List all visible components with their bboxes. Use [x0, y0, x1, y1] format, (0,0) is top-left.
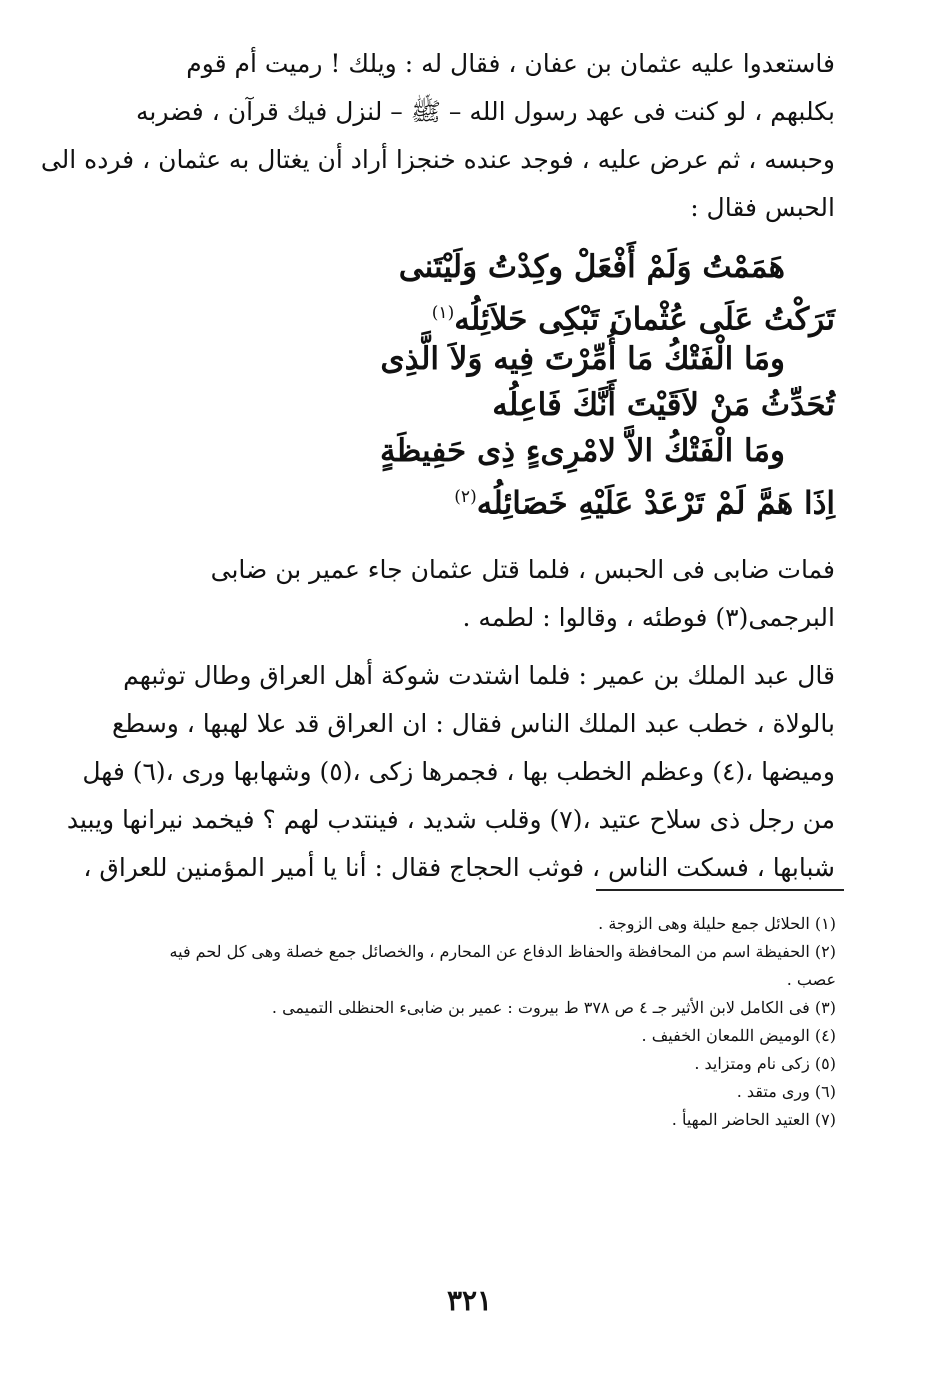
paragraph-3: [66, 652, 835, 892]
footnote: (٢) الحفيظة اسم من المحافظة والحفاظ الدفاع عن المحارم ، والخصائل جمع خصلة وهى كل لحم فيه: [169, 942, 836, 961]
paragraph-1: [40, 40, 835, 232]
paragraph-line: البرجمى(٣) فوطئه ، وقالوا : لطمه .: [462, 603, 835, 632]
footnote: (٣) فى الكامل لابن الأثير جـ ٤ ص ٣٧٨ ط بيروت : عمير بن ضابىء الحنظلى التميمى .: [271, 998, 836, 1017]
footnote: (٧) العتيد الحاضر المهيأ .: [671, 1110, 836, 1129]
verse-text: اِذَا هَمَّ لَمْ تَرْعَدْ عَلَيْهِ خَصَائِلُه: [476, 485, 835, 522]
footnote-ref: (٢): [454, 487, 477, 507]
paragraph-line: الحبس فقال :: [690, 193, 835, 222]
poem-verse: [195, 474, 835, 526]
footnote-ref: (١): [431, 303, 455, 323]
poem-verse: [195, 382, 835, 428]
poem-verse: [145, 428, 785, 474]
footnote: عصب .: [786, 970, 836, 989]
poem-verse: [145, 244, 785, 290]
verse-text: تَرَكْتُ عَلَى عُثْمانَ تَبْكِى حَلاَئِلُه: [454, 301, 835, 338]
footnote: (٤) الوميض اللمعان الخفيف .: [641, 1026, 836, 1045]
poem-verse: [145, 336, 785, 382]
footnotes: [130, 910, 836, 1134]
verse-text: ومَا الْفَتْكُ مَا أُمِّرْتَ فِيه وَلاَ الَّذِى: [380, 341, 785, 377]
footnote-divider: [596, 889, 844, 891]
paragraph-line: وحبسه ، ثم عرض عليه ، فوجد عنده خنجزا أراد أن يغتال به عثمان ، فرده الى: [40, 145, 835, 174]
verse-text: هَمَمْتُ وَلَمْ أَفْعَلْ وكِدْتُ وَلَيْتَنى: [398, 249, 785, 285]
paragraph-line: فمات ضابى فى الحبس ، فلما قتل عثمان جاء عمير بن ضابى: [210, 555, 835, 584]
paragraph-line: فاستعدوا عليه عثمان بن عفان ، فقال له : ويلك ! رميت أم قوم: [186, 49, 835, 78]
verse-text: تُحَدِّثُ مَنْ لاَقَيْتَ أَنَّكَ فَاعِلُه: [492, 387, 835, 423]
footnote: (٥) زكى نام ومتزايد .: [694, 1054, 836, 1073]
page-number: ٣٢١: [446, 1284, 493, 1317]
verse-text: ومَا الْفَتْكُ الاَّ لامْرِىءٍ ذِى حَفِيظَةٍ: [379, 433, 785, 469]
paragraph-line: بالولاة ، خطب عبد الملك الناس فقال : ان العراق قد علا لهبها ، وسطع: [112, 709, 835, 738]
paragraph-line: شبابها ، فسكت الناس ، فوثب الحجاج فقال : أنا يا أمير المؤمنين للعراق ،: [83, 853, 835, 882]
paragraph-line: وميضها ،(٤) وعظم الخطب بها ، فجمرها زكى ،(٥) وشهابها ورى ،(٦) فهل: [82, 757, 835, 786]
paragraph-line: بكلبهم ، لو كنت فى عهد رسول الله – ﷺ – لنزل فيك قرآن ، فضربه: [135, 97, 835, 126]
paragraph-line: قال عبد الملك بن عمير : فلما اشتدت شوكة أهل العراق وطال توثبهم: [123, 661, 835, 690]
paragraph-line: من رجل ذى سلاح عتيد ،(٧) وقلب شديد ، فينتدب لهم ؟ فيخمد نيرانها ويبيد: [66, 805, 835, 834]
footnote: (١) الحلائل جمع حليلة وهى الزوجة .: [598, 914, 836, 933]
poem-verse: [195, 290, 835, 342]
paragraph-2: [135, 546, 835, 642]
footnote: (٦) ورى متقد .: [736, 1082, 836, 1101]
